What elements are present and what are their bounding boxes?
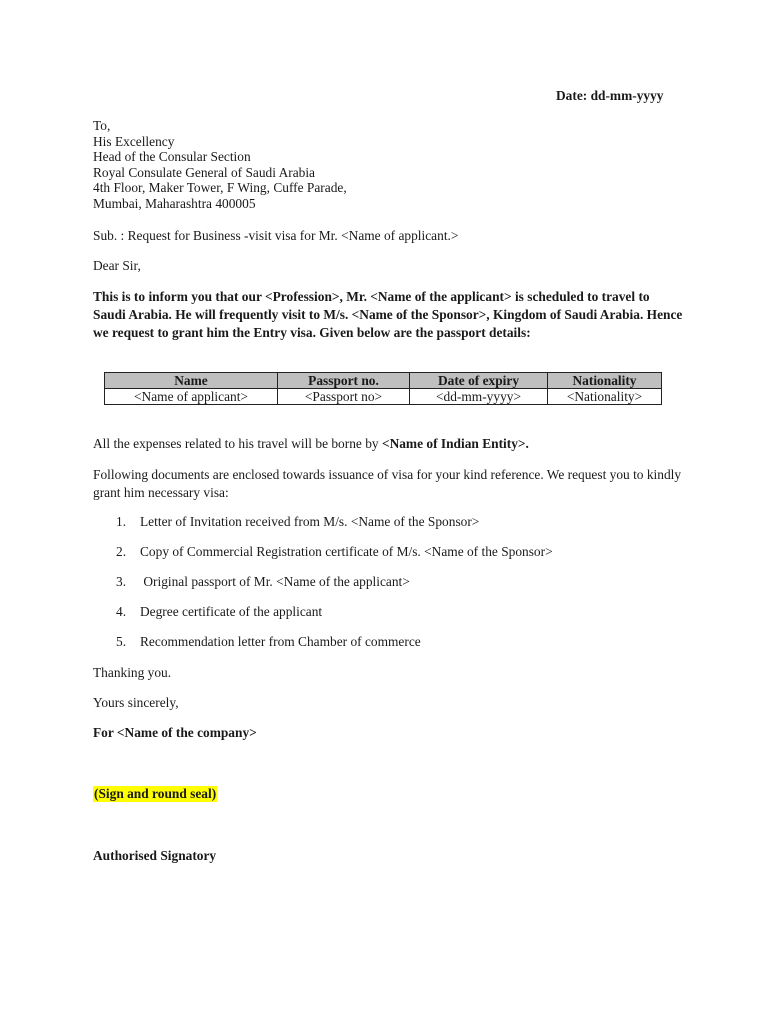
passport-details-table bbox=[104, 372, 662, 405]
address-line: 4th Floor, Maker Tower, F Wing, Cuffe Parade, bbox=[93, 180, 347, 196]
address-to: To, bbox=[93, 118, 111, 133]
table-cell: <Passport no> bbox=[278, 389, 410, 405]
list-item-text: Recommendation letter from Chamber of commerce bbox=[140, 634, 421, 649]
list-item bbox=[116, 634, 716, 650]
list-number: 1. bbox=[116, 514, 127, 529]
table-header-cell: Name bbox=[105, 373, 278, 389]
table-cell: <Nationality> bbox=[548, 389, 662, 405]
table-header-cell: Date of expiry bbox=[410, 373, 548, 389]
table-cell: <Name of applicant> bbox=[105, 389, 278, 405]
list-item bbox=[116, 544, 716, 560]
authorised-signatory: Authorised Signatory bbox=[93, 848, 217, 863]
expenses-text: All the expenses related to his travel will be borne by bbox=[93, 436, 382, 451]
documents-intro: Following documents are enclosed towards issuance of visa for your kind reference. We request you to kindly grant him necessary visa: bbox=[93, 467, 682, 500]
table-header-row bbox=[105, 373, 662, 389]
indian-entity: <Name of Indian Entity>. bbox=[381, 436, 529, 451]
list-number: 3. bbox=[116, 574, 127, 589]
salutation: Dear Sir, bbox=[93, 258, 141, 273]
subject-line: Sub. : Request for Business -visit visa for Mr. <Name of applicant.> bbox=[93, 228, 459, 243]
list-number: 4. bbox=[116, 604, 127, 619]
closing-thanks: Thanking you. bbox=[93, 665, 172, 680]
list-item-text: Copy of Commercial Registration certificate of M/s. <Name of the Sponsor> bbox=[140, 544, 553, 559]
intro-paragraph: This is to inform you that our <Profession>, Mr. <Name of the applicant> is scheduled to travel to Saudi Arabia. He will frequently visit to M/s. <Name of the Sponsor>, Kingdom of Saudi Arabia. Hence we request to grant him the Entry visa. Given below are the passport details: bbox=[93, 289, 683, 340]
list-number: 5. bbox=[116, 634, 127, 649]
address-line: Mumbai, Maharashtra 400005 bbox=[93, 195, 256, 211]
list-number: 2. bbox=[116, 544, 127, 559]
list-item-text: Degree certificate of the applicant bbox=[140, 604, 323, 619]
expenses-paragraph bbox=[93, 436, 693, 452]
list-item bbox=[116, 604, 716, 620]
table-row bbox=[105, 389, 662, 405]
closing-sincerely: Yours sincerely, bbox=[93, 695, 179, 710]
date-line: Date: dd-mm-yyyy bbox=[556, 88, 664, 103]
list-item-text: Letter of Invitation received from M/s. <Name of the Sponsor> bbox=[140, 514, 480, 529]
company-line: For <Name of the company> bbox=[93, 725, 257, 740]
table-cell: <dd-mm-yyyy> bbox=[410, 389, 548, 405]
table-header-cell: Passport no. bbox=[278, 373, 410, 389]
address-line: His Excellency bbox=[93, 133, 175, 149]
sign-seal-note: (Sign and round seal) bbox=[94, 786, 217, 801]
address-line: Head of the Consular Section bbox=[93, 149, 251, 165]
address-line: Royal Consulate General of Saudi Arabia bbox=[93, 164, 316, 180]
recipient-address bbox=[93, 118, 693, 212]
list-item bbox=[116, 574, 716, 590]
table-header-cell: Nationality bbox=[548, 373, 662, 389]
list-item-text: Original passport of Mr. <Name of the applicant> bbox=[140, 574, 410, 589]
list-item bbox=[116, 514, 716, 530]
